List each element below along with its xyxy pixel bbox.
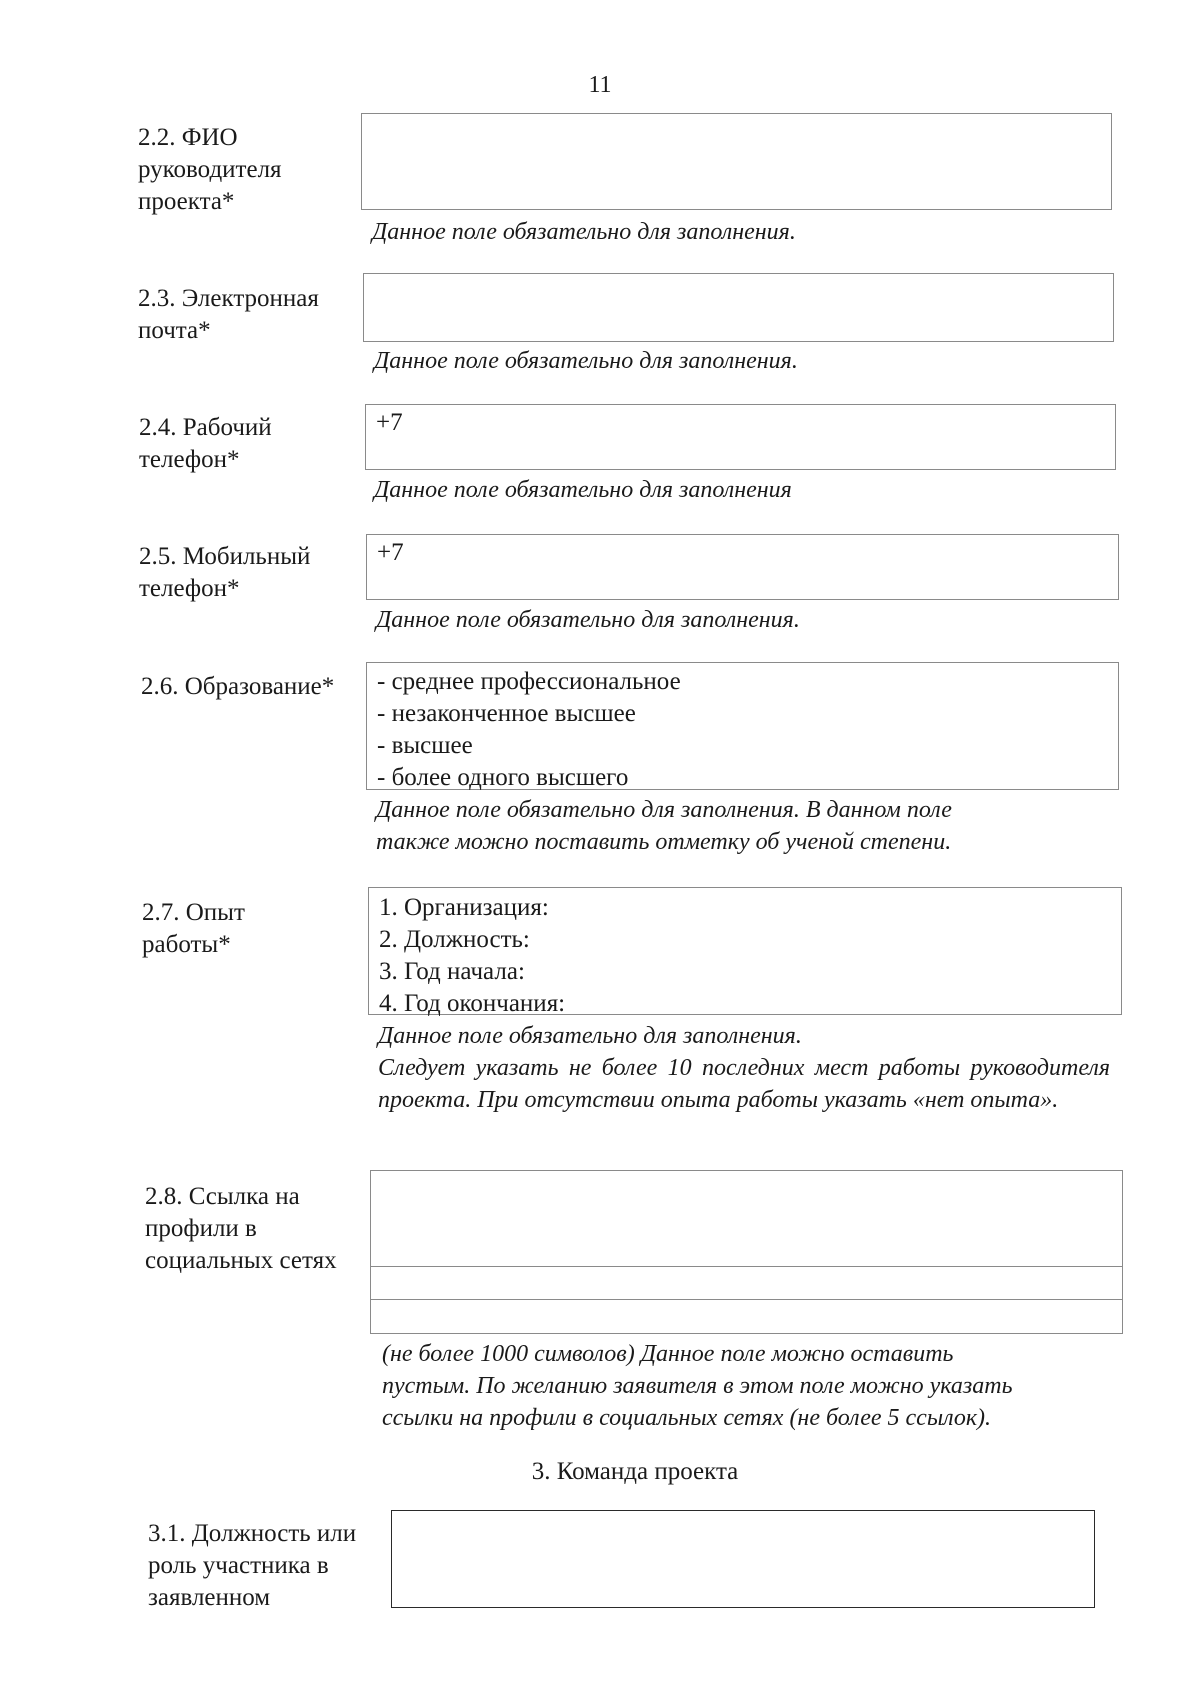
education-input-box[interactable] — [366, 662, 1119, 790]
field-label-social-links: 2.8. Ссылка на профили в социальных сетях — [145, 1183, 337, 1274]
work-experience-required-note: Данное поле обязательно для заполнения. — [378, 1023, 802, 1049]
fio-required-note: Данное поле обязательно для заполнения. — [372, 219, 796, 245]
work-phone-input-box[interactable] — [365, 404, 1116, 470]
field-label-work-phone: 2.4. Рабочий телефон* — [139, 414, 272, 473]
work-phone-required-note: Данное поле обязательно для заполнения — [374, 477, 792, 503]
work-phone-value: +7 — [376, 409, 403, 436]
field-label-mobile-phone: 2.5. Мобильный телефон* — [139, 543, 311, 602]
fio-input-box[interactable] — [361, 113, 1112, 210]
work-experience-instructions: Следует указать не более 10 последних мест работы руководителя проекта. При отсутствии опыта работы указать «нет опыта». — [378, 1055, 1110, 1113]
field-label-work-experience: 2.7. Опыт работы* — [142, 899, 245, 958]
field-label-education: 2.6. Образование* — [141, 673, 335, 700]
email-input-box[interactable] — [363, 273, 1114, 342]
section-title-project-team: 3. Команда проекта — [531, 1458, 739, 1485]
field-label-team-role: 3.1. Должность или роль участника в заявленном — [148, 1520, 357, 1611]
mobile-phone-input-box[interactable] — [366, 534, 1119, 600]
team-role-input-box[interactable] — [391, 1510, 1095, 1608]
page-number: 11 — [588, 72, 612, 98]
social-links-divider-1 — [370, 1266, 1123, 1267]
field-label-email: 2.3. Электронная почта* — [138, 285, 319, 344]
work-experience-template: 1. Организация: 2. Должность: 3. Год начала: 4. Год окончания: — [379, 894, 566, 1017]
social-links-divider-2 — [370, 1299, 1123, 1300]
mobile-phone-value: +7 — [377, 539, 404, 566]
work-experience-input-box[interactable] — [368, 887, 1122, 1015]
social-links-note: (не более 1000 символов) Данное поле можно оставить пустым. По желанию заявителя в этом поле можно указать ссылки на профили в социальных сетях (не более 5 ссылок). — [382, 1341, 1013, 1431]
field-label-fio: 2.2. ФИО руководителя проекта* — [138, 124, 282, 215]
education-required-note: Данное поле обязательно для заполнения. В данном поле также можно поставить отметку об ученой степени. — [376, 797, 952, 855]
education-options: - среднее профессиональное - незаконченное высшее - высшее - более одного высшего — [377, 668, 681, 791]
social-links-input-box[interactable] — [370, 1170, 1123, 1334]
email-required-note: Данное поле обязательно для заполнения. — [374, 348, 798, 374]
mobile-phone-required-note: Данное поле обязательно для заполнения. — [376, 607, 800, 633]
